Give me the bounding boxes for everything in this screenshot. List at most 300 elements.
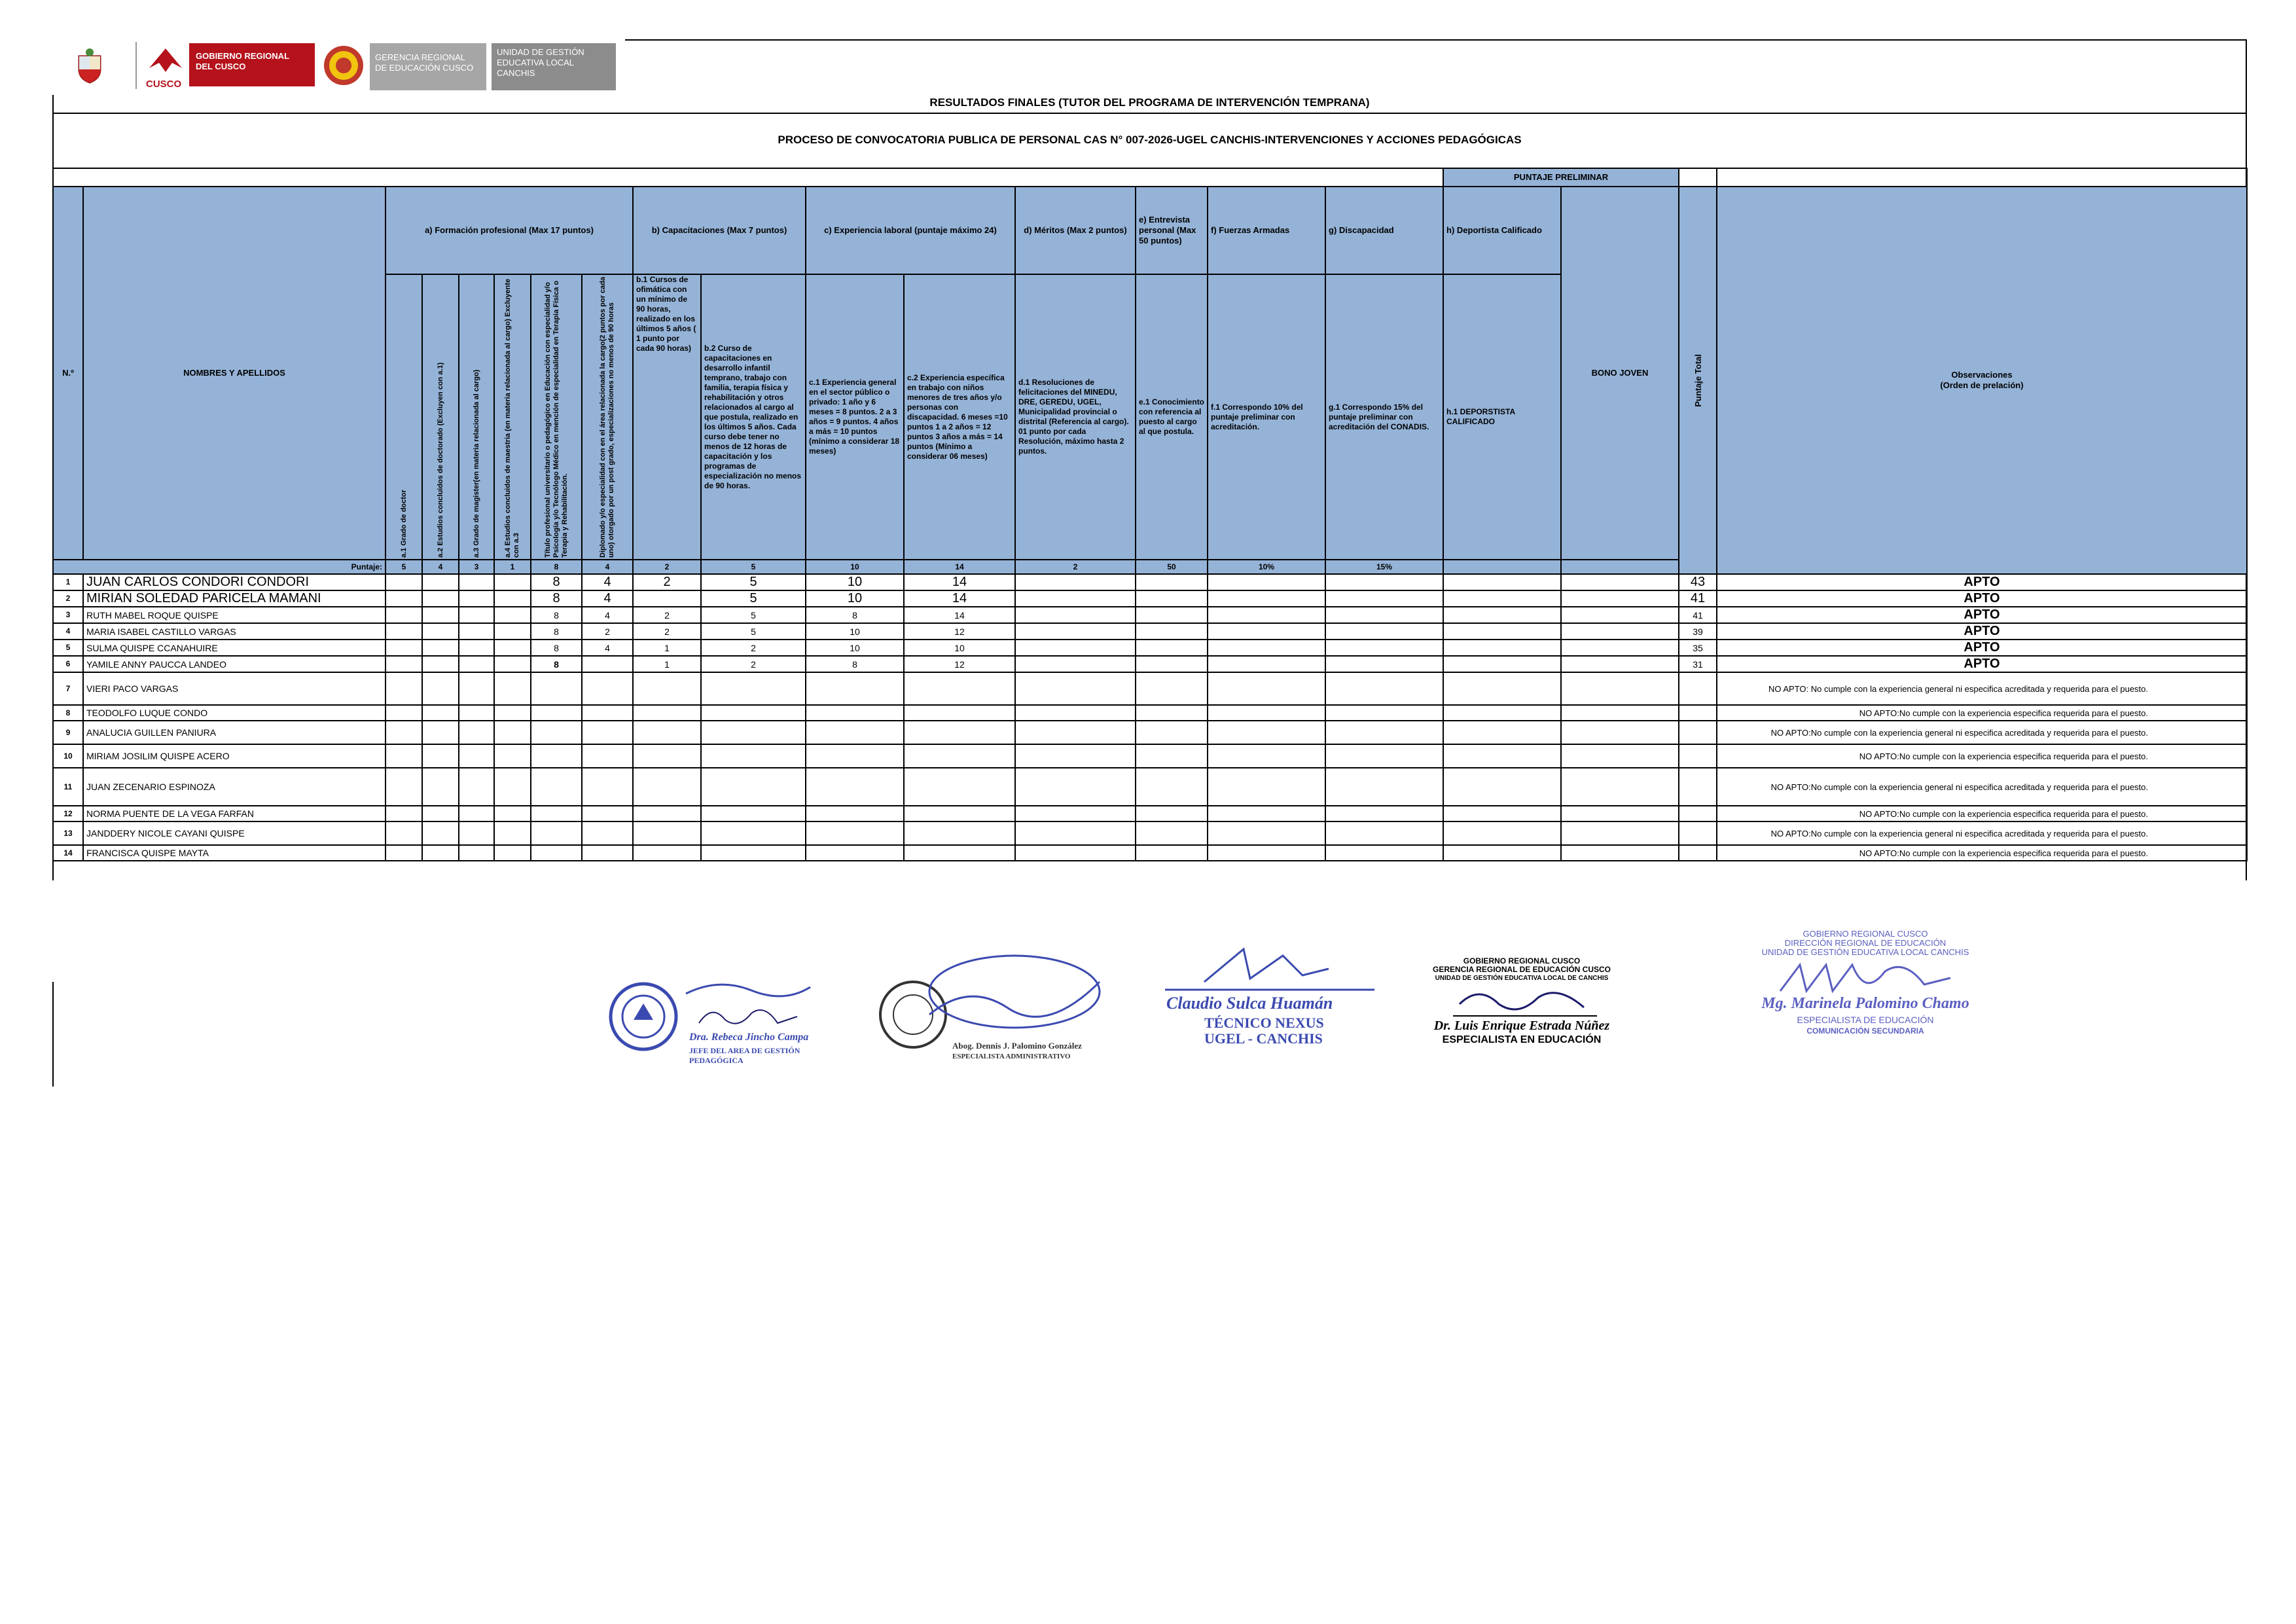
cell-total xyxy=(1679,821,1717,845)
signature-4-role: ESPECIALISTA EN EDUCACIÓN xyxy=(1442,1034,1602,1045)
seal-icon xyxy=(607,981,679,1053)
cell-a6: 4 xyxy=(582,574,633,590)
cell-a3 xyxy=(459,590,494,607)
puntaje-a3: 3 xyxy=(459,560,494,574)
row-observation: APTO xyxy=(1717,656,2247,672)
grec-line1: GERENCIA REGIONAL xyxy=(375,52,465,62)
cell-b2 xyxy=(701,721,806,744)
cell-a6 xyxy=(582,672,633,705)
header-b1: b.1 Cursos de ofimática con un mínimo de 90 horas, realizado en los últimos 5 años ( 1 punto por cada 90 horas) xyxy=(633,274,701,560)
header-total xyxy=(1679,187,1717,574)
cell-b2 xyxy=(701,744,806,768)
row-name: VIERI PACO VARGAS xyxy=(83,672,386,705)
cell-a1 xyxy=(386,705,422,721)
cell-a6 xyxy=(582,821,633,845)
cell-d1 xyxy=(1015,623,1136,640)
header-f: f) Fuerzas Armadas xyxy=(1208,187,1325,274)
cell-bono xyxy=(1561,768,1679,806)
row-number: 1 xyxy=(53,574,83,590)
cell-a3 xyxy=(459,640,494,656)
cell-a2 xyxy=(422,672,459,705)
cell-b1: 2 xyxy=(633,574,701,590)
cell-b1 xyxy=(633,768,701,806)
cell-f1 xyxy=(1208,607,1325,623)
grec-emblem-icon xyxy=(323,45,365,86)
cell-h1 xyxy=(1443,607,1561,623)
cell-h1 xyxy=(1443,806,1561,821)
cell-b2: 5 xyxy=(701,623,806,640)
header-d: d) Méritos (Max 2 puntos) xyxy=(1015,187,1136,274)
ugel-logo xyxy=(492,43,616,90)
cell-e1 xyxy=(1136,574,1208,590)
cell-b1: 1 xyxy=(633,640,701,656)
cell-f1 xyxy=(1208,623,1325,640)
cell-e1 xyxy=(1136,623,1208,640)
cell-total: 35 xyxy=(1679,640,1717,656)
cell-a1 xyxy=(386,656,422,672)
cell-b2: 5 xyxy=(701,607,806,623)
cell-bono xyxy=(1561,721,1679,744)
cell-c2 xyxy=(904,821,1015,845)
header-g: g) Discapacidad xyxy=(1325,187,1443,274)
table-row xyxy=(53,672,2247,705)
signature-4-name: Dr. Luis Enrique Estrada Núñez xyxy=(1433,1019,1610,1033)
cell-c1 xyxy=(806,744,904,768)
table-row xyxy=(53,705,2247,721)
cell-b2: 2 xyxy=(701,656,806,672)
cell-a4 xyxy=(494,672,531,705)
cell-h1 xyxy=(1443,672,1561,705)
cell-total: 41 xyxy=(1679,590,1717,607)
puntaje-a4: 1 xyxy=(494,560,531,574)
cell-a3 xyxy=(459,574,494,590)
table-row xyxy=(53,806,2247,821)
row-observation: NO APTO:No cumple con la experiencia especifica requerida para el puesto. xyxy=(1717,744,2247,768)
signature-3-name: Claudio Sulca Huamán xyxy=(1166,994,1333,1013)
cell-total: 43 xyxy=(1679,574,1717,590)
cell-g1 xyxy=(1325,821,1443,845)
cell-f1 xyxy=(1208,806,1325,821)
cell-b1: 1 xyxy=(633,656,701,672)
row-name: MARIA ISABEL CASTILLO VARGAS xyxy=(83,623,386,640)
cell-a6: 2 xyxy=(582,623,633,640)
row-number: 6 xyxy=(53,656,83,672)
cell-a4 xyxy=(494,821,531,845)
header-e: e) Entrevista personal (Max 50 puntos) xyxy=(1136,187,1208,274)
cell-b2: 5 xyxy=(701,590,806,607)
signature-1 xyxy=(607,974,823,1072)
cell-c1 xyxy=(806,768,904,806)
cell-b1 xyxy=(633,721,701,744)
puntaje-c2: 14 xyxy=(904,560,1015,574)
cell-bono xyxy=(1561,623,1679,640)
cell-g1 xyxy=(1325,640,1443,656)
header-a6: Diplomado y/o especialidad con en el área relacionada la cargo(2 puntos por cada uno) otorgado por un post grado, especializaciones no menos de 90 horas xyxy=(582,274,633,560)
header-d1: d.1 Resoluciones de felicitaciones del MINEDU, DRE, GEREDU, UGEL, Municipalidad provincial o distrital (Referencia al cargo). 01 punto por cada Resolución, máximo hasta 2 puntos. xyxy=(1015,274,1136,560)
cell-a2 xyxy=(422,744,459,768)
cell-f1 xyxy=(1208,721,1325,744)
header-c: c) Experiencia laboral (puntaje máximo 24) xyxy=(806,187,1015,274)
cell-a6 xyxy=(582,656,633,672)
header-a3: a.3 Grado de magister(en materia relacionada al cargo) xyxy=(459,274,494,560)
cell-a4 xyxy=(494,656,531,672)
header-a4: a.4 Estudios concluidos de maestria (en materia relacionada al cargo) Excluyente con a.3 xyxy=(494,274,531,560)
row-number: 11 xyxy=(53,768,83,806)
cell-a6 xyxy=(582,721,633,744)
cell-b2 xyxy=(701,821,806,845)
cell-a6: 4 xyxy=(582,607,633,623)
cell-f1 xyxy=(1208,574,1325,590)
signature-2 xyxy=(877,943,1113,1074)
cell-d1 xyxy=(1015,574,1136,590)
cell-d1 xyxy=(1015,845,1136,861)
cell-bono xyxy=(1561,640,1679,656)
row-observation: NO APTO:No cumple con la experiencia especifica requerida para el puesto. xyxy=(1717,806,2247,821)
cell-a2 xyxy=(422,607,459,623)
cell-bono xyxy=(1561,590,1679,607)
cell-g1 xyxy=(1325,768,1443,806)
cell-a3 xyxy=(459,721,494,744)
cell-bono xyxy=(1561,744,1679,768)
puntaje-g1: 15% xyxy=(1325,560,1443,574)
cell-a5: 8 xyxy=(531,607,582,623)
cell-total xyxy=(1679,768,1717,806)
row-name: SULMA QUISPE CCANAHUIRE xyxy=(83,640,386,656)
cell-a3 xyxy=(459,845,494,861)
cell-e1 xyxy=(1136,590,1208,607)
cell-h1 xyxy=(1443,768,1561,806)
row-number: 2 xyxy=(53,590,83,607)
cell-g1 xyxy=(1325,705,1443,721)
cell-a2 xyxy=(422,640,459,656)
puntaje-label: Puntaje: xyxy=(53,560,386,574)
cell-f1 xyxy=(1208,640,1325,656)
cell-b2: 5 xyxy=(701,574,806,590)
cell-e1 xyxy=(1136,640,1208,656)
cell-b1: 2 xyxy=(633,623,701,640)
cell-bono xyxy=(1561,845,1679,861)
cell-g1 xyxy=(1325,845,1443,861)
cell-bono xyxy=(1561,705,1679,721)
row-name: JANDDERY NICOLE CAYANI QUISPE xyxy=(83,821,386,845)
title-process: PROCESO DE CONVOCATORIA PUBLICA DE PERSONAL CAS N° 007-2026-UGEL CANCHIS-INTERVENCIONES Y ACCIONES PEDAGÓGICAS xyxy=(778,134,1522,146)
table-row xyxy=(53,768,2247,806)
cell-f1 xyxy=(1208,672,1325,705)
cell-g1 xyxy=(1325,574,1443,590)
row-name: TEODOLFO LUQUE CONDO xyxy=(83,705,386,721)
cell-f1 xyxy=(1208,590,1325,607)
header-f1: f.1 Correspondo 10% del puntaje preliminar con acreditación. xyxy=(1208,274,1325,560)
cell-a3 xyxy=(459,821,494,845)
cell-bono xyxy=(1561,672,1679,705)
cell-a3 xyxy=(459,607,494,623)
cell-c1: 10 xyxy=(806,574,904,590)
results-table xyxy=(52,168,2248,861)
cell-a2 xyxy=(422,721,459,744)
cell-b2 xyxy=(701,705,806,721)
puntaje-a2: 4 xyxy=(422,560,459,574)
row-observation: NO APTO: No cumple con la experiencia general ni especifica acreditada y requerida para el puesto. xyxy=(1717,672,2247,705)
cell-e1 xyxy=(1136,821,1208,845)
puntaje-d1: 2 xyxy=(1015,560,1136,574)
cell-a6 xyxy=(582,705,633,721)
cell-b2 xyxy=(701,806,806,821)
cell-f1 xyxy=(1208,744,1325,768)
ugel-line1: UNIDAD DE GESTIÓN xyxy=(497,47,584,57)
cell-a3 xyxy=(459,806,494,821)
cell-b1 xyxy=(633,806,701,821)
puntaje-preliminar-header: PUNTAJE PRELIMINAR xyxy=(1443,168,1679,187)
row-name: NORMA PUENTE DE LA VEGA FARFAN xyxy=(83,806,386,821)
logo-strip xyxy=(62,41,625,93)
signature-5-inst2: DIRECCIÓN REGIONAL DE EDUCACIÓN xyxy=(1784,938,1946,948)
signature-3-role2: UGEL - CANCHIS xyxy=(1204,1030,1323,1047)
cell-a6 xyxy=(582,845,633,861)
row-observation: NO APTO:No cumple con la experiencia especifica requerida para el puesto. xyxy=(1717,705,2247,721)
cell-a3 xyxy=(459,656,494,672)
row-number: 7 xyxy=(53,672,83,705)
row-observation: APTO xyxy=(1717,623,2247,640)
cell-h1 xyxy=(1443,574,1561,590)
cell-d1 xyxy=(1015,590,1136,607)
header-names: NOMBRES Y APELLIDOS xyxy=(83,187,386,560)
cell-h1 xyxy=(1443,845,1561,861)
cell-b2 xyxy=(701,672,806,705)
header-obs xyxy=(1717,187,2247,574)
signature-1-name: Dra. Rebeca Jincho Campa xyxy=(689,1032,809,1043)
cell-a6 xyxy=(582,744,633,768)
row-observation: APTO xyxy=(1717,640,2247,656)
cell-total xyxy=(1679,705,1717,721)
signature-3 xyxy=(1158,943,1381,1054)
signature-5-inst3: UNIDAD DE GESTIÓN EDUCATIVA LOCAL CANCHIS xyxy=(1761,947,1969,957)
cell-a1 xyxy=(386,821,422,845)
puntaje-b2: 5 xyxy=(701,560,806,574)
title-results: RESULTADOS FINALES (TUTOR DEL PROGRAMA DE INTERVENCIÓN TEMPRANA) xyxy=(929,96,1370,109)
cell-a4 xyxy=(494,768,531,806)
row-observation: APTO xyxy=(1717,607,2247,623)
cell-a3 xyxy=(459,705,494,721)
signature-2-name: Abog. Dennis J. Palomino González xyxy=(952,1041,1082,1051)
cell-total xyxy=(1679,721,1717,744)
cell-total: 41 xyxy=(1679,607,1717,623)
cell-e1 xyxy=(1136,721,1208,744)
cell-a5: 8 xyxy=(531,574,582,590)
header-obs-line1: Observaciones xyxy=(1951,370,2013,380)
cell-a4 xyxy=(494,590,531,607)
cell-a5: 8 xyxy=(531,656,582,672)
cell-h1 xyxy=(1443,744,1561,768)
cell-a4 xyxy=(494,705,531,721)
cell-c2: 12 xyxy=(904,656,1015,672)
cell-a1 xyxy=(386,744,422,768)
cell-a3 xyxy=(459,744,494,768)
cell-b1 xyxy=(633,590,701,607)
signature-5-role1: ESPECIALISTA DE EDUCACIÓN xyxy=(1797,1015,1934,1025)
cell-a5 xyxy=(531,721,582,744)
cell-a6 xyxy=(582,806,633,821)
table-row xyxy=(53,574,2247,590)
ugel-line2: EDUCATIVA LOCAL xyxy=(497,58,574,67)
cell-a1 xyxy=(386,806,422,821)
cell-b1 xyxy=(633,672,701,705)
cell-c1 xyxy=(806,845,904,861)
puntaje-c1: 10 xyxy=(806,560,904,574)
cell-c2 xyxy=(904,806,1015,821)
cell-a1 xyxy=(386,672,422,705)
row-number: 10 xyxy=(53,744,83,768)
cell-g1 xyxy=(1325,656,1443,672)
cell-c2: 14 xyxy=(904,574,1015,590)
cell-a5: 8 xyxy=(531,623,582,640)
cell-a2 xyxy=(422,574,459,590)
cell-c1 xyxy=(806,821,904,845)
data-rows xyxy=(53,574,2247,861)
row-name: ANALUCIA GUILLEN PANIURA xyxy=(83,721,386,744)
cell-b1 xyxy=(633,845,701,861)
cell-f1 xyxy=(1208,821,1325,845)
cell-c2: 14 xyxy=(904,607,1015,623)
gore-city: CUSCO xyxy=(146,79,182,90)
puntaje-f1: 10% xyxy=(1208,560,1325,574)
cell-a4 xyxy=(494,640,531,656)
header-a5: Título profesional universitario o pedagógico en Educación con especialidad y/o Psicología y/o Tecnólogo Médico en mención de especialidad en Terapia Física o Terapia y Rehabilitación. xyxy=(531,274,582,560)
cell-a4 xyxy=(494,806,531,821)
cell-d1 xyxy=(1015,721,1136,744)
cell-bono xyxy=(1561,574,1679,590)
signature-4-inst3: UNIDAD DE GESTIÓN EDUCATIVA LOCAL DE CANCHIS xyxy=(1435,975,1609,982)
cell-h1 xyxy=(1443,640,1561,656)
cell-c2: 10 xyxy=(904,640,1015,656)
row-number: 9 xyxy=(53,721,83,744)
cell-a2 xyxy=(422,705,459,721)
cell-d1 xyxy=(1015,607,1136,623)
cell-a2 xyxy=(422,656,459,672)
cell-e1 xyxy=(1136,744,1208,768)
row-number: 12 xyxy=(53,806,83,821)
row-observation: NO APTO:No cumple con la experiencia general ni especifica acreditada y requerida para el puesto. xyxy=(1717,821,2247,845)
cell-c2 xyxy=(904,768,1015,806)
table-row xyxy=(53,845,2247,861)
cell-e1 xyxy=(1136,656,1208,672)
cell-c2 xyxy=(904,744,1015,768)
cell-c2: 14 xyxy=(904,590,1015,607)
cell-bono xyxy=(1561,656,1679,672)
cell-e1 xyxy=(1136,768,1208,806)
cell-a1 xyxy=(386,607,422,623)
cell-c1: 10 xyxy=(806,640,904,656)
table-row xyxy=(53,640,2247,656)
cell-c1 xyxy=(806,806,904,821)
cell-bono xyxy=(1561,821,1679,845)
header-a1: a.1 Grado de doctor xyxy=(386,274,422,560)
cell-h1 xyxy=(1443,623,1561,640)
cell-f1 xyxy=(1208,656,1325,672)
cell-a1 xyxy=(386,640,422,656)
row-name: FRANCISCA QUISPE MAYTA xyxy=(83,845,386,861)
cell-a1 xyxy=(386,721,422,744)
cell-c1 xyxy=(806,672,904,705)
header-a2: a.2 Estudios concluidos de doctorado (Excluyen con a.1) xyxy=(422,274,459,560)
header-obs-line2: (Orden de prelación) xyxy=(1940,380,2024,390)
cell-a4 xyxy=(494,623,531,640)
signature-5-inst1: GOBIERNO REGIONAL CUSCO xyxy=(1803,929,1928,939)
gore-cusco-logo xyxy=(146,42,316,92)
title-row-1 xyxy=(52,93,2247,114)
peru-shield-icon xyxy=(75,47,104,84)
cell-a4 xyxy=(494,845,531,861)
table-row xyxy=(53,744,2247,768)
cell-f1 xyxy=(1208,768,1325,806)
row-number: 4 xyxy=(53,623,83,640)
row-observation: APTO xyxy=(1717,590,2247,607)
cell-c1: 8 xyxy=(806,607,904,623)
cell-total: 31 xyxy=(1679,656,1717,672)
row-observation: NO APTO:No cumple con la experiencia especifica requerida para el puesto. xyxy=(1717,845,2247,861)
row-name: JUAN CARLOS CONDORI CONDORI xyxy=(83,574,386,590)
cell-d1 xyxy=(1015,806,1136,821)
cell-b2: 2 xyxy=(701,640,806,656)
cell-e1 xyxy=(1136,672,1208,705)
row-number: 3 xyxy=(53,607,83,623)
signature-5-role2: COMUNICACIÓN SECUNDARIA xyxy=(1806,1026,1924,1036)
cell-a5: 8 xyxy=(531,590,582,607)
cell-a3 xyxy=(459,672,494,705)
cell-b1: 2 xyxy=(633,607,701,623)
cell-a2 xyxy=(422,590,459,607)
cell-d1 xyxy=(1015,672,1136,705)
row-name: RUTH MABEL ROQUE QUISPE xyxy=(83,607,386,623)
cell-e1 xyxy=(1136,705,1208,721)
header-b: b) Capacitaciones (Max 7 puntos) xyxy=(633,187,806,274)
cell-a4 xyxy=(494,744,531,768)
row-observation: NO APTO:No cumple con la experiencia general ni especifica acreditada y requerida para el puesto. xyxy=(1717,768,2247,806)
puntaje-h1 xyxy=(1443,560,1561,574)
cell-f1 xyxy=(1208,705,1325,721)
header-bono: BONO JOVEN xyxy=(1561,187,1679,560)
cell-d1 xyxy=(1015,656,1136,672)
header-total-label: Puntaje Total xyxy=(1693,353,1703,407)
cell-a2 xyxy=(422,623,459,640)
puntaje-a6: 4 xyxy=(582,560,633,574)
cell-b1 xyxy=(633,705,701,721)
cell-a1 xyxy=(386,768,422,806)
cell-c1: 10 xyxy=(806,590,904,607)
cell-h1 xyxy=(1443,656,1561,672)
cell-e1 xyxy=(1136,806,1208,821)
cell-b2 xyxy=(701,845,806,861)
cell-h1 xyxy=(1443,705,1561,721)
condor-icon xyxy=(146,42,185,81)
cell-c2 xyxy=(904,721,1015,744)
row-name: JUAN ZECENARIO ESPINOZA xyxy=(83,768,386,806)
cell-total xyxy=(1679,672,1717,705)
cell-c2 xyxy=(904,705,1015,721)
cell-a5 xyxy=(531,744,582,768)
signature-4-inst1: GOBIERNO REGIONAL CUSCO xyxy=(1463,956,1581,965)
header-c1: c.1 Experiencia general en el sector público o privado: 1 año y 6 meses = 8 puntos. 2 a 3 años = 9 puntos. 4 años a más = 10 puntos (mínimo a considerar 18 meses) xyxy=(806,274,904,560)
signature-5 xyxy=(1728,929,2003,1041)
cell-b2 xyxy=(701,768,806,806)
puntaje-e1: 50 xyxy=(1136,560,1208,574)
cell-g1 xyxy=(1325,623,1443,640)
row-observation: APTO xyxy=(1717,574,2247,590)
cell-a6: 4 xyxy=(582,640,633,656)
cell-a5 xyxy=(531,845,582,861)
cell-d1 xyxy=(1015,821,1136,845)
cell-c1: 8 xyxy=(806,656,904,672)
cell-c1 xyxy=(806,705,904,721)
